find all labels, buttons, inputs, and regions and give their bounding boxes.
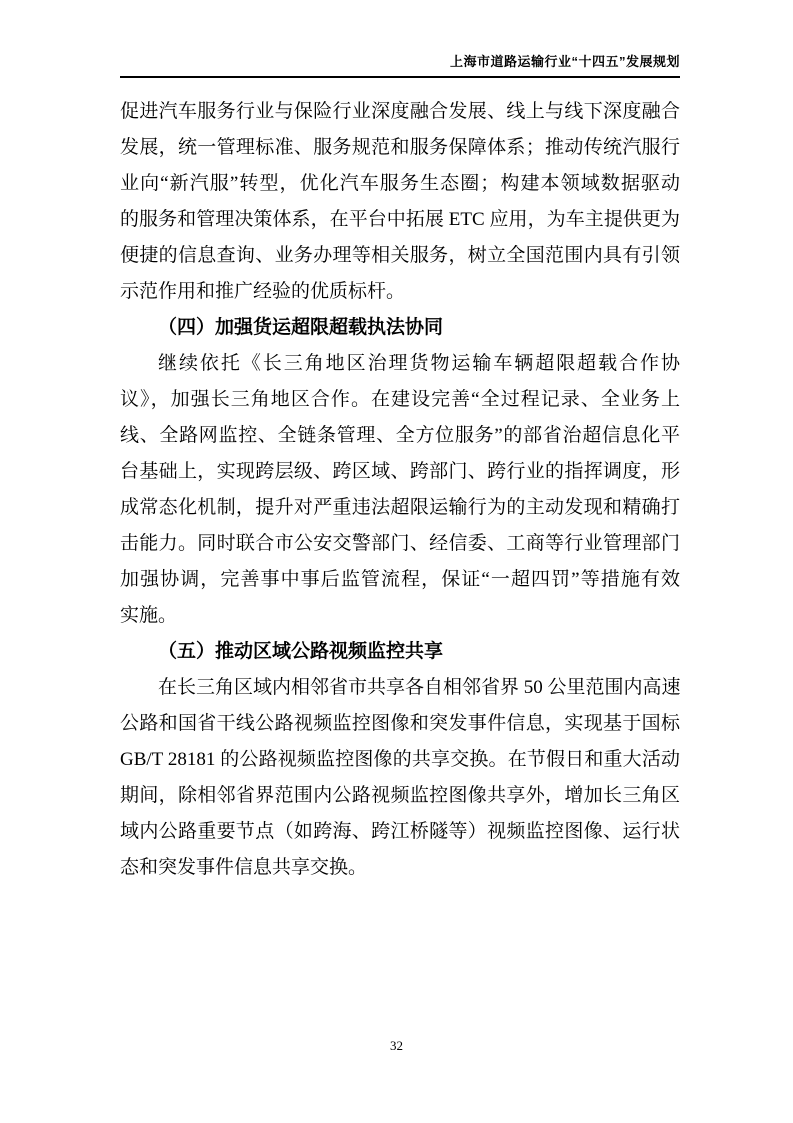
page-number: 32 — [390, 1038, 403, 1053]
paragraph-line: 促进汽车服务行业与保险行业深度融合发展、线上与线下深度融合 — [120, 101, 680, 122]
paragraph-line: 业向“新汽服”转型，优化汽车服务生态圈；构建本领域数据驱动 — [120, 173, 680, 194]
paragraph-line: 域内公路重要节点（如跨海、跨江桥隧等）视频监控图像、运行状 — [120, 821, 680, 842]
paragraph-line: 议》，加强长三角地区合作。在建设完善“全过程记录、全业务上 — [120, 389, 680, 410]
paragraph-line: GB/T 28181 的公路视频监控图像的共享交换。在节假日和重大活动 — [120, 749, 680, 770]
paragraph-line: 公路和国省干线公路视频监控图像和突发事件信息，实现基于国标 — [120, 713, 680, 734]
paragraph-line: 期间，除相邻省界范围内公路视频监控图像共享外，增加长三角区 — [120, 785, 680, 806]
page-header — [120, 54, 680, 78]
paragraph-line: 的服务和管理决策体系，在平台中拓展 ETC 应用，为车主提供更为 — [120, 209, 680, 230]
paragraph-line: 态和突发事件信息共享交换。 — [120, 857, 368, 878]
section-heading-4: （四）加强货运超限超载执法协同 — [158, 317, 444, 338]
section-heading-5: （五）推动区域公路视频监控共享 — [158, 641, 444, 662]
document-body — [120, 94, 680, 886]
paragraph-line: 加强协调，完善事中事后监管流程，保证“一超四罚”等措施有效 — [120, 569, 680, 590]
paragraph-line: 示范作用和推广经验的优质标杆。 — [120, 281, 406, 302]
paragraph-line: 在长三角区域内相邻省市共享各自相邻省界 50 公里范围内高速 — [158, 677, 681, 698]
paragraph-line: 实施。 — [120, 605, 178, 626]
paragraph-line: 成常态化机制，提升对严重违法超限运输行为的主动发现和精确打 — [120, 497, 680, 518]
paragraph-line: 发展，统一管理标准、服务规范和服务保障体系；推动传统汽服行 — [120, 137, 680, 158]
page-footer — [0, 1038, 793, 1054]
paragraph-line: 继续依托《长三角地区治理货物运输车辆超限超载合作协 — [158, 353, 680, 374]
header-title: 上海市道路运输行业“十四五”发展规划 — [449, 54, 680, 69]
paragraph-line: 台基础上，实现跨层级、跨区域、跨部门、跨行业的指挥调度，形 — [120, 461, 680, 482]
paragraph-line: 线、全路网监控、全链条管理、全方位服务”的部省治超信息化平 — [120, 425, 680, 446]
paragraph-line: 便捷的信息查询、业务办理等相关服务，树立全国范围内具有引领 — [120, 245, 680, 266]
paragraph-line: 击能力。同时联合市公安交警部门、经信委、工商等行业管理部门 — [120, 533, 680, 554]
